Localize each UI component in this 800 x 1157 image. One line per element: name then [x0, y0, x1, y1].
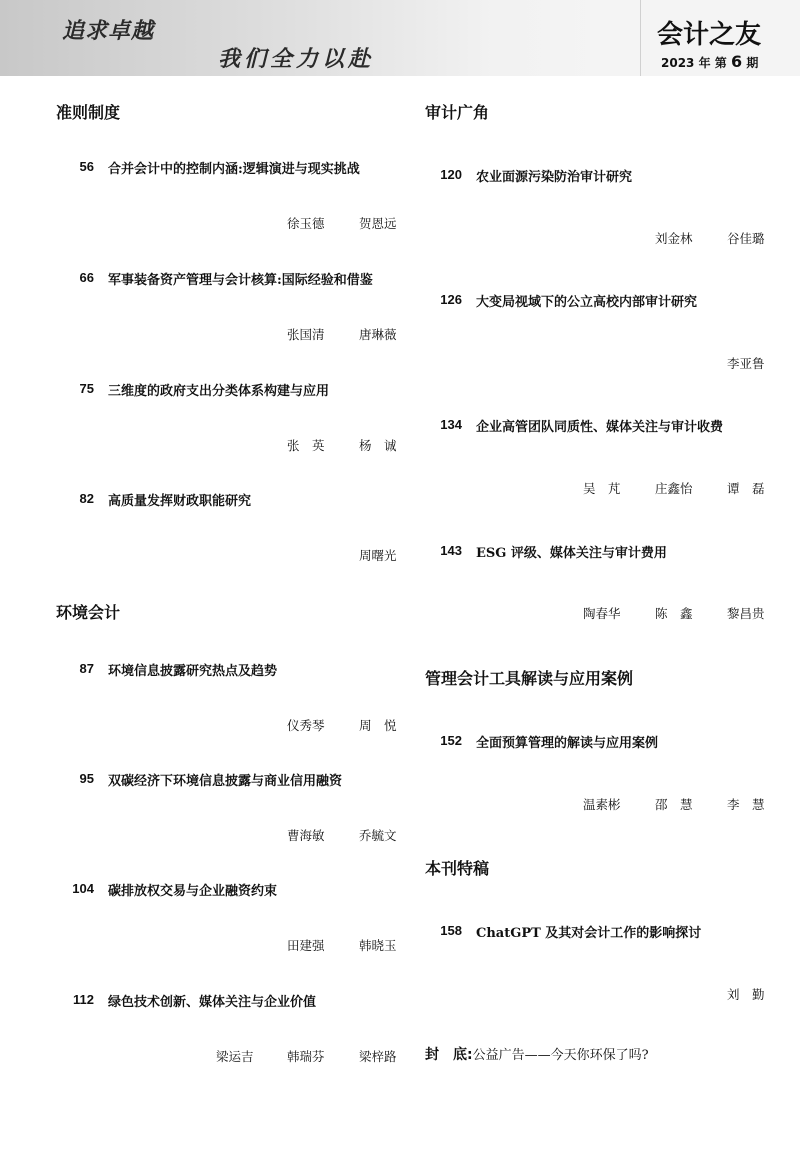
article-author: 韩晓玉: [359, 938, 397, 953]
article-title[interactable]: ChatGPT 及其对会计工作的影响探讨: [476, 926, 702, 941]
article-author: 陶春华: [583, 606, 621, 621]
article-author: 张 英: [287, 438, 325, 453]
article-author: 唐琳薇: [359, 327, 397, 342]
article-author: 张国清: [287, 327, 325, 342]
back-cover-note: [425, 1044, 649, 1064]
article-author: 曹海敏: [287, 828, 325, 843]
section-heading-audit: 审计广角: [425, 103, 490, 122]
article-page: 134: [440, 417, 462, 432]
article-author: 周曙光: [359, 548, 397, 563]
article-author: 谷佳璐: [727, 231, 765, 246]
issue-prefix: 第: [714, 56, 727, 70]
article-author: 李亚鲁: [727, 356, 765, 371]
issue-suffix: 期: [746, 56, 759, 70]
section-heading-standards: 准则制度: [56, 103, 121, 122]
back-cover-text: 公益广告——今天你环保了吗?: [472, 1048, 649, 1063]
article-author: 乔毓文: [359, 828, 397, 843]
article-author: 徐玉德: [287, 216, 325, 231]
section-heading-management-accounting: 管理会计工具解读与应用案例: [425, 669, 634, 688]
section-heading-environmental: 环境会计: [56, 603, 121, 622]
article-title[interactable]: 农业面源污染防治审计研究: [476, 170, 633, 185]
article-author: 杨 诚: [359, 438, 397, 453]
article-author: 吴 芃: [583, 481, 621, 496]
article-author: 梁运吉: [216, 1049, 254, 1064]
article-author: 谭 磊: [727, 481, 765, 496]
slogan-line1: 追求卓越: [62, 18, 155, 44]
article-author: 梁梓路: [359, 1049, 397, 1064]
slogan-line2: 我们全力以赴: [218, 46, 375, 72]
article-page: 126: [440, 292, 462, 307]
issue-number: 6: [731, 52, 743, 71]
article-author: 周 悦: [359, 718, 397, 733]
article-title[interactable]: 全面预算管理的解读与应用案例: [476, 736, 659, 751]
issue-info: [661, 52, 758, 71]
article-author: 刘 勤: [727, 987, 765, 1002]
article-title[interactable]: ESG 评级、媒体关注与审计费用: [476, 546, 667, 561]
article-author: 邵 慧: [655, 797, 693, 812]
article-page: 95: [79, 771, 94, 786]
article-page: 120: [440, 167, 462, 182]
article-author: 贺恩远: [359, 216, 397, 231]
article-title[interactable]: 碳排放权交易与企业融资约束: [108, 884, 278, 899]
article-author: 李 慧: [727, 797, 765, 812]
article-page: 152: [440, 733, 462, 748]
article-page: 66: [79, 270, 94, 285]
header-banner: [0, 0, 800, 76]
issue-year-suffix: 年: [698, 56, 711, 70]
article-author: 仪秀琴: [287, 718, 325, 733]
article-author: 黎昌贵: [727, 606, 765, 621]
article-author: 庄鑫怡: [655, 481, 693, 496]
issue-year: 2023: [661, 56, 695, 70]
article-page: 158: [440, 923, 462, 938]
article-page: 87: [79, 661, 94, 676]
article-author: 温素彬: [583, 797, 621, 812]
article-title[interactable]: 合并会计中的控制内涵:逻辑演进与现实挑战: [108, 162, 360, 177]
back-cover-label: 封 底:: [425, 1047, 473, 1063]
article-author: 韩瑞芬: [287, 1049, 325, 1064]
article-title[interactable]: 高质量发挥财政职能研究: [108, 494, 252, 509]
article-title[interactable]: 三维度的政府支出分类体系构建与应用: [108, 384, 330, 399]
section-heading-special-feature: 本刊特稿: [425, 859, 490, 878]
magazine-name: 会计之友: [657, 20, 762, 50]
article-page: 75: [79, 381, 94, 396]
article-title[interactable]: 双碳经济下环境信息披露与商业信用融资: [108, 774, 343, 789]
article-author: 田建强: [287, 938, 325, 953]
article-title[interactable]: 大变局视域下的公立高校内部审计研究: [476, 295, 698, 310]
article-title[interactable]: 环境信息披露研究热点及趋势: [108, 664, 278, 679]
article-page: 143: [440, 543, 462, 558]
article-page: 82: [79, 491, 94, 506]
article-page: 104: [72, 881, 94, 896]
masthead: [640, 0, 800, 76]
article-title[interactable]: 绿色技术创新、媒体关注与企业价值: [108, 995, 317, 1010]
article-page: 112: [73, 992, 94, 1007]
article-page: 56: [79, 159, 94, 174]
article-author: 陈 鑫: [655, 606, 693, 621]
article-title[interactable]: 军事装备资产管理与会计核算:国际经验和借鉴: [108, 273, 373, 288]
article-title[interactable]: 企业高管团队同质性、媒体关注与审计收费: [476, 420, 724, 435]
article-author: 刘金林: [655, 231, 693, 246]
